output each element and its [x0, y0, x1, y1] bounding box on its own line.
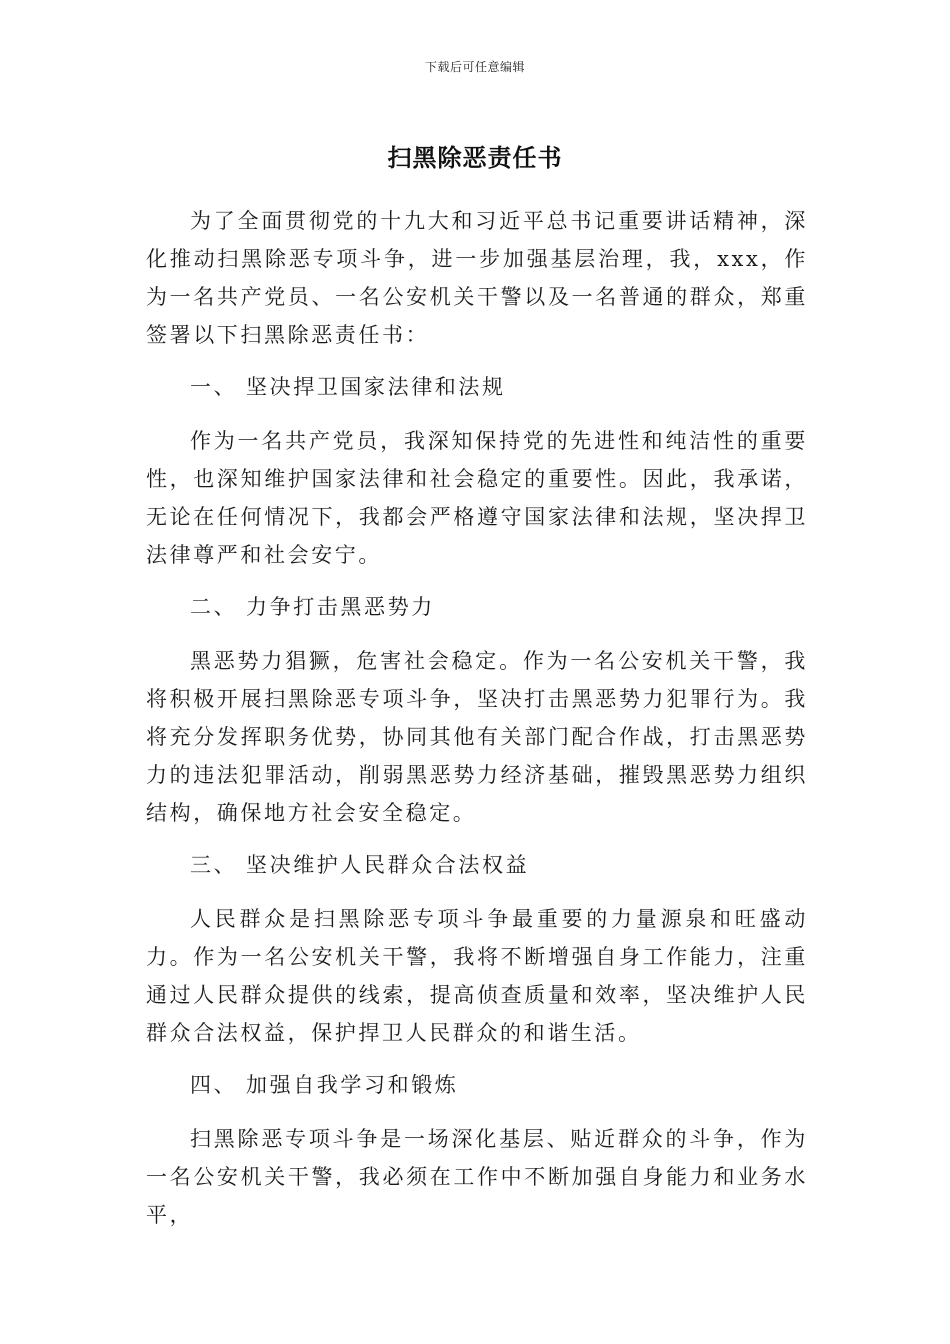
section-heading-text: 坚决捍卫国家法律和法规	[246, 375, 506, 399]
section-paragraph-3: 人民群众是扫黑除恶专项斗争最重要的力量源泉和旺盛动力。作为一名公安机关干警，我将不断增强自身工作能力，注重通过人民群众提供的线索，提高侦查质量和效率，坚决维护人民群众合法权益，保护捍卫人民群众的和谐生活。	[146, 907, 808, 1045]
section-paragraph-1: 作为一名共产党员，我深知保持党的先进性和纯洁性的重要性，也深知维护国家法律和社会稳定的重要性。因此，我承诺，无论在任何情况下，我都会严格遵守国家法律和法规，坚决捍卫法律尊严和社会安宁。	[146, 429, 808, 567]
section-number: 四、	[190, 1073, 238, 1097]
intro-paragraph: 为了全面贯彻党的十九大和习近平总书记重要讲话精神，深化推动扫黑除恶专项斗争，进一步加强基层治理，我，xxx，作为一名共产党员、一名公安机关干警以及一名普通的群众，郑重签署以下扫黑除恶责任书：	[146, 209, 808, 347]
section-heading-1	[146, 368, 808, 406]
section-heading-2	[146, 588, 808, 626]
section-paragraph-2: 黑恶势力猖獗，危害社会稳定。作为一名公安机关干警，我将积极开展扫黑除恶专项斗争，坚决打击黑恶势力犯罪行为。我将充分发挥职务优势，协同其他有关部门配合作战，打击黑恶势力的违法犯罪活动，削弱黑恶势力经济基础，摧毁黑恶势力组织结构，确保地方社会安全稳定。	[146, 649, 808, 825]
header-note: 下载后可任意编辑	[424, 60, 525, 74]
section-number: 一、	[190, 375, 238, 399]
section-number: 三、	[190, 853, 238, 877]
section-heading-3	[146, 846, 808, 884]
document-body	[146, 202, 808, 1248]
document-title: 扫黑除恶责任书	[387, 144, 563, 172]
section-heading-4	[146, 1066, 808, 1104]
section-heading-text: 加强自我学习和锻炼	[246, 1073, 459, 1097]
section-number: 二、	[190, 595, 238, 619]
section-heading-text: 力争打击黑恶势力	[246, 595, 435, 619]
section-heading-text: 坚决维护人民群众合法权益	[246, 853, 530, 877]
section-paragraph-4: 扫黑除恶专项斗争是一场深化基层、贴近群众的斗争，作为一名公安机关干警，我必须在工作中不断加强自身能力和业务水平，	[146, 1127, 808, 1227]
